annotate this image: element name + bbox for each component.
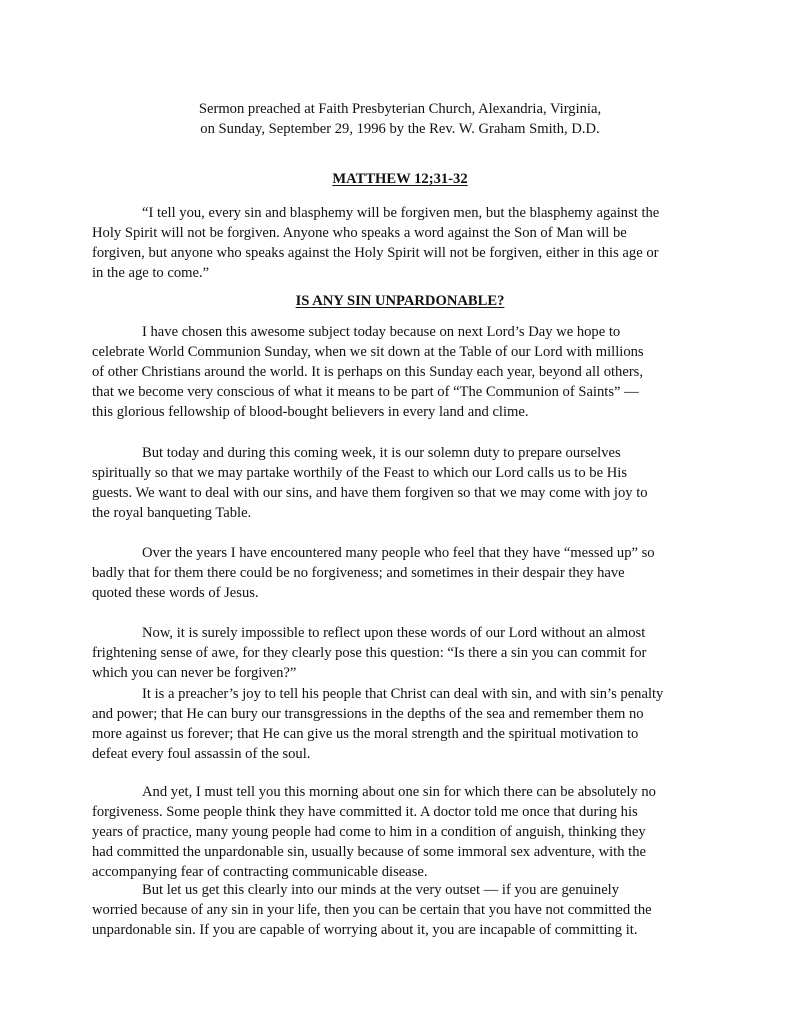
paragraph-line: But let us get this clearly into our minds at the very outset — if you are genuinely (142, 882, 620, 898)
paragraph-line: which you can never be forgiven?” (92, 665, 297, 681)
paragraph-line: of other Christians around the world. It is perhaps on this Sunday each year, beyond all others, (92, 364, 644, 380)
paragraph (92, 543, 716, 603)
scripture-reference (90, 170, 710, 189)
paragraph-line: had committed the unpardonable sin, usually because of some immoral sex adventure, with the (92, 844, 647, 860)
sermon-title-text: IS ANY SIN UNPARDONABLE? (295, 293, 505, 309)
paragraph (92, 782, 716, 882)
header-line: on Sunday, September 29, 1996 by the Rev. W. Graham Smith, D.D. (200, 120, 600, 137)
paragraph (92, 684, 716, 764)
paragraph-line: the royal banqueting Table. (92, 505, 252, 521)
scripture-line: forgiven, but anyone who speaks against the Holy Spirit will not be forgiven, either in this age or (92, 245, 659, 261)
paragraph-line: I have chosen this awesome subject today because on next Lord’s Day we hope to (142, 324, 621, 340)
paragraph-line: this glorious fellowship of blood-bought believers in every land and clime. (92, 404, 529, 420)
scripture-line: Holy Spirit will not be forgiven. Anyone who speaks a word against the Son of Man will be (92, 225, 627, 241)
paragraph-line: It is a preacher’s joy to tell his people that Christ can deal with sin, and with sin’s penalty (142, 686, 664, 702)
paragraph-line: that we become very conscious of what it means to be part of “The Communion of Saints” — (92, 384, 639, 400)
paragraph-line: forgiveness. Some people think they have committed it. A doctor told me once that during his (92, 804, 638, 820)
sermon-title (90, 292, 710, 311)
paragraph-line: guests. We want to deal with our sins, and have them forgiven so that we may come with joy to (92, 485, 648, 501)
paragraph-line: celebrate World Communion Sunday, when we sit down at the Table of our Lord with millions (92, 344, 644, 360)
sermon-header (90, 100, 710, 139)
paragraph-line: Now, it is surely impossible to reflect upon these words of our Lord without an almost (142, 625, 646, 641)
paragraph-line: But today and during this coming week, it is our solemn duty to prepare ourselves (142, 445, 621, 461)
paragraph-line: years of practice, many young people had come to him in a condition of anguish, thinking they (92, 824, 646, 840)
paragraph (92, 880, 716, 940)
paragraph-line: spiritually so that we may partake worthily of the Feast to which our Lord calls us to be His (92, 465, 627, 481)
paragraph (92, 322, 716, 422)
paragraph-line: And yet, I must tell you this morning about one sin for which there can be absolutely no (142, 784, 656, 800)
paragraph-line: worried because of any sin in your life, then you can be certain that you have not committed the (92, 902, 652, 918)
paragraph-line: more against us forever; that He can give us the moral strength and the spiritual motivation to (92, 726, 639, 742)
paragraph-line: unpardonable sin. If you are capable of worrying about it, you are incapable of committing it. (92, 922, 638, 938)
paragraph (92, 623, 716, 683)
scripture-line: in the age to come.” (92, 265, 210, 281)
paragraph-line: accompanying fear of contracting communicable disease. (92, 864, 428, 880)
paragraph-line: quoted these words of Jesus. (92, 585, 259, 601)
scripture-reference-text: MATTHEW 12;31-32 (332, 171, 468, 187)
paragraph-line: Over the years I have encountered many people who feel that they have “messed up” so (142, 545, 655, 561)
paragraph-line: and power; that He can bury our transgressions in the depths of the sea and remember them no (92, 706, 644, 722)
paragraph-line: defeat every foul assassin of the soul. (92, 746, 311, 762)
header-line: Sermon preached at Faith Presbyterian Church, Alexandria, Virginia, (198, 101, 602, 117)
paragraph-line: frightening sense of awe, for they clearly pose this question: “Is there a sin you can commit for (92, 645, 647, 661)
scripture-quote (92, 203, 716, 283)
paragraph-line: badly that for them there could be no forgiveness; and sometimes in their despair they have (92, 565, 625, 581)
paragraph (92, 443, 716, 523)
scripture-line: “I tell you, every sin and blasphemy will be forgiven men, but the blasphemy against the (142, 205, 660, 221)
